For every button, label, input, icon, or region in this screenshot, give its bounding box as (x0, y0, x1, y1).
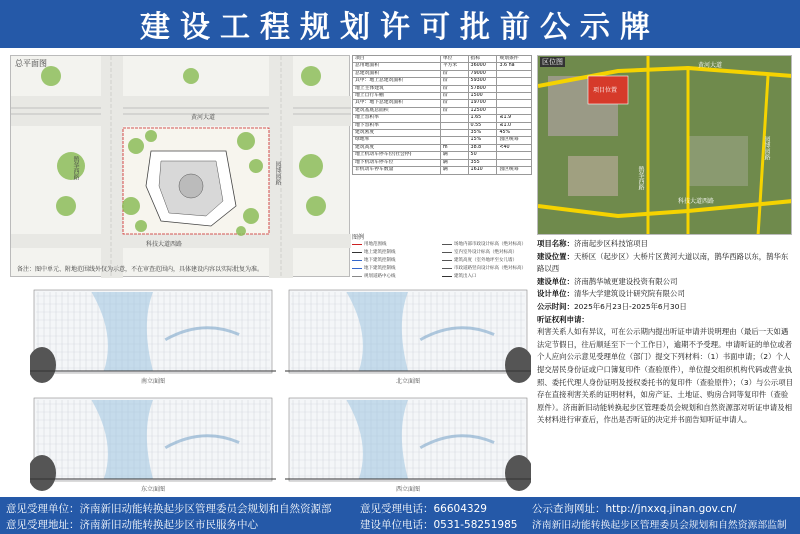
table-cell (497, 152, 532, 159)
legend-item (352, 273, 396, 279)
table-cell: 平方米 (440, 63, 468, 70)
table-cell: 辆 (440, 152, 468, 159)
location-map-site-label: 项目位置 (593, 87, 618, 94)
table-cell: 地下机动车停车位 (353, 159, 441, 166)
footer-website[interactable]: http://jnxxq.jinan.gov.cn/ (605, 503, 737, 515)
table-cell: 15% (468, 137, 497, 144)
elevation-plan (30, 390, 276, 495)
table-row (353, 159, 532, 166)
table-cell: <40 (497, 144, 532, 151)
project-location-label: 建设位置： (537, 251, 574, 261)
project-builder-line (537, 276, 793, 289)
table-header-row (353, 56, 532, 63)
table-cell: 其中：地下总建筑面积 (353, 100, 441, 107)
table-cell: 45% (497, 130, 532, 137)
table-cell: 79000 (468, 70, 497, 77)
elevation-drawing (285, 282, 531, 387)
legend-item (442, 265, 526, 271)
table-row (353, 85, 532, 92)
legend-swatch (442, 268, 452, 269)
project-location: 天桥区（起步区）大桥片区黄河大道以南，鹊华西路以东，鹊华东路以西 (537, 251, 789, 274)
table-header-cell: 项目 (353, 56, 441, 63)
legend-item (352, 265, 396, 271)
table-cell: ㎡ (440, 100, 468, 107)
project-info (537, 238, 793, 427)
legend-swatch (352, 276, 362, 277)
table-row (353, 100, 532, 107)
elevation-drawing (285, 390, 531, 495)
table-cell: ㎡ (440, 107, 468, 114)
table-cell: 地下容积率 (353, 122, 441, 129)
indicators-table (352, 55, 532, 175)
table-cell (497, 78, 532, 85)
site-road-west: 鹊华西路 (72, 156, 79, 180)
footer-build-phone-label: 建设单位电话： (360, 519, 434, 531)
table-cell: 非机动车停车数量 (353, 167, 441, 174)
project-designer: 清华大学建筑设计研究院有限公司 (573, 289, 685, 299)
table-cell (497, 85, 532, 92)
table-row (353, 144, 532, 151)
table-cell: m (440, 144, 468, 151)
table-cell: 总用地面积 (353, 63, 441, 70)
footer-address-line (6, 517, 258, 532)
footer-supervisor: 济南新旧动能转换起步区管理委员会规划和自然资源部监制 (532, 520, 787, 531)
project-name: 济南起步区科技馆项目 (573, 239, 648, 248)
location-map-label: 区位图 (542, 58, 563, 66)
table-cell: 辆 (440, 167, 468, 174)
footer-website-label: 公示查询网址： (532, 503, 606, 515)
table-cell: 1.65 (468, 115, 497, 122)
footer-unit-label: 意见受理单位： (6, 503, 80, 515)
table-cell: 355 (468, 159, 497, 166)
table-cell: 辆 (440, 159, 468, 166)
table-row (353, 70, 532, 77)
legend-swatch (352, 260, 362, 261)
elevation-plan (285, 282, 531, 387)
table-row (353, 107, 532, 114)
project-name-line (537, 238, 793, 251)
table-cell: 绿地率 (353, 137, 441, 144)
table-cell: ㎡ (440, 78, 468, 85)
elevation-caption: 北立面图 (395, 378, 420, 385)
table-cell (497, 107, 532, 114)
project-name-label: 项目名称： (537, 239, 574, 248)
location-map-drawing (538, 56, 792, 235)
project-builder: 济南鹊华城更建设投资有限公司 (573, 276, 678, 286)
elevation-caption: 东立面图 (140, 486, 165, 493)
site-road-east: 园博园路 (274, 161, 281, 185)
table-header-cell: 规划条件 (497, 56, 532, 63)
table-row (353, 93, 532, 100)
elevation-caption: 西立面图 (395, 486, 420, 493)
footer-address-label: 意见受理地址： (6, 519, 80, 531)
legend-label: 建筑出入口 (454, 274, 477, 279)
footer-phone-label: 意见受理电话： (360, 503, 434, 515)
table-cell: 12500 (468, 107, 497, 114)
table-cell: 地上容积率 (353, 115, 441, 122)
footer-phone-line (360, 501, 487, 516)
table-row (353, 115, 532, 122)
project-location-line (537, 251, 793, 276)
table-row (353, 167, 532, 174)
elevation-plan (30, 282, 276, 387)
table-cell: 地上主体建筑 (353, 85, 441, 92)
table-header-cell: 指标 (468, 56, 497, 63)
legend-swatch (442, 252, 452, 253)
table-cell: 59300 (468, 78, 497, 85)
indicators-table-panel (352, 55, 532, 227)
legend-item (442, 257, 517, 263)
table-cell: 3.6 ha (497, 63, 532, 70)
legend-label: 建筑高度（室外地坪至女儿墙） (454, 258, 517, 263)
legend-label: 用地范围线 (364, 242, 387, 247)
footer-website-line (532, 501, 736, 516)
legend-label: 规划道路中心线 (364, 274, 396, 279)
site-plan-note: 备注：图中单元、附地范围线外仅为示意，不在审查范围内，具体建设内容以实际批复为准。 (17, 266, 264, 273)
legend-swatch (352, 268, 362, 269)
project-designer-label: 设计单位： (537, 289, 574, 299)
table-cell (440, 122, 468, 129)
site-road-north: 黄河大道 (191, 114, 216, 121)
table-cell: 0.55 (468, 122, 497, 129)
footer-address: 济南新旧动能转换起步区市民服务中心 (79, 519, 258, 531)
table-cell: 园区统筹 (497, 137, 532, 144)
location-map-road-label: 黄河大道 (698, 62, 723, 69)
table-cell: 36000 (468, 63, 497, 70)
legend-swatch (442, 244, 452, 245)
footer-unit: 济南新旧动能转换起步区管理委员会规划和自然资源部 (79, 503, 332, 515)
project-designer-line (537, 288, 793, 301)
table-cell: ≤1.0 (497, 122, 532, 129)
table-cell (440, 130, 468, 137)
table-cell: 57800 (468, 85, 497, 92)
board-footer (0, 497, 800, 534)
site-road-south: 科技大道西路 (146, 241, 183, 248)
project-builder-label: 建设单位： (537, 276, 574, 286)
location-map-road-label: 鹊华西路 (637, 166, 644, 190)
table-cell: 1500 (468, 93, 497, 100)
table-cell: 50 (468, 152, 497, 159)
board-title: 建设工程规划许可批前公示牌 (140, 10, 660, 45)
legend-swatch (442, 276, 452, 277)
elevation-caption: 南立面图 (140, 378, 165, 385)
location-map (537, 55, 792, 235)
elevation-plan (285, 390, 531, 495)
table-row (353, 63, 532, 70)
table-cell: 建筑基底总面积 (353, 107, 441, 114)
footer-build-phone: 0531-58251985 (433, 519, 518, 531)
table-cell (440, 115, 468, 122)
legend-item (442, 273, 477, 279)
table-cell: ㎡ (440, 70, 468, 77)
legend-swatch (352, 244, 362, 245)
table-cell: 1610 (468, 167, 497, 174)
elevation-drawing (30, 282, 276, 387)
legend-label: 场地内部市政设计标高（绝对标高） (454, 242, 526, 247)
table-cell: 19700 (468, 100, 497, 107)
table-cell: 35% (468, 130, 497, 137)
hearing-text: 利害关系人如有异议，可在公示期内提出听证申请并说明理由（最后一天如遇法定节假日，往后顺延至下一个工作日），逾期不予受理。申请听证的单位或者个人应向公示意见受理单位（部门）提交下列材料：（1）书面申请；（2）个人提交居民身份证或户口簿复印件（查验原件），单位提交组织机构代码或营业执照、委托代理人身份证明及授权委托书的复印件（查验原件）；（3）与公示项目存在直接利害关系的证明材料，如房产证、土地证、购房合同等复印件（查验原件）。济南新旧动能转换起步区管理委员会规划和自然资源部对听证申请及相关材料进行审查后，作出是否听证的决定并书面告知听证申请人。 (537, 327, 793, 425)
table-cell: ㎡ (440, 85, 468, 92)
table-header-cell: 单位 (440, 56, 468, 63)
legend-item (442, 241, 526, 247)
project-period: 2025年6月23日-2025年6月30日 (573, 301, 687, 311)
table-row (353, 152, 532, 159)
table-row (353, 78, 532, 85)
table-cell: 建筑密度 (353, 130, 441, 137)
hearing-title: 听证权利申请： (537, 314, 589, 324)
legend-swatch (442, 260, 452, 261)
table-cell: 38.8 (468, 144, 497, 151)
project-period-line (537, 301, 793, 314)
table-cell: 地上自行车棚 (353, 93, 441, 100)
table-row (353, 130, 532, 137)
legend-item (442, 249, 517, 255)
table-cell: 园区统筹 (497, 167, 532, 174)
legend-label: 地下建筑控制线 (364, 258, 396, 263)
table-cell (497, 159, 532, 166)
legend-title: 图例 (352, 234, 365, 241)
table-cell (440, 137, 468, 144)
board-header (0, 0, 800, 48)
legend-swatch (352, 252, 362, 253)
location-map-road-label: 园博园路 (763, 136, 770, 160)
legend (352, 232, 532, 280)
footer-build-phone-line (360, 517, 517, 532)
table-cell: ≤1.9 (497, 115, 532, 122)
table-cell (497, 100, 532, 107)
legend-label: 地上建筑控制线 (364, 250, 396, 255)
table-cell: 地上机动车停车位(社会停) (353, 152, 441, 159)
footer-unit-line (6, 501, 332, 516)
table-cell: 建筑高度 (353, 144, 441, 151)
footer-phone: 66604329 (433, 503, 487, 515)
location-map-road-label: 科技大道西路 (678, 198, 715, 205)
legend-item (352, 257, 396, 263)
table-cell (497, 93, 532, 100)
table-row (353, 122, 532, 129)
elevation-drawing (30, 390, 276, 495)
site-plan-title: 总平面图 (15, 59, 47, 68)
site-plan (10, 55, 350, 277)
table-row (353, 137, 532, 144)
legend-label: 室内室外设计标高（绝对标高） (454, 250, 517, 255)
table-cell (497, 70, 532, 77)
table-cell: ㎡ (440, 93, 468, 100)
legend-item (352, 249, 396, 255)
table-cell: 其中：地上总建筑面积 (353, 78, 441, 85)
legend-label: 地下建筑控制线 (364, 266, 396, 271)
table-cell: 总建筑面积 (353, 70, 441, 77)
project-period-label: 公示时间： (537, 301, 574, 311)
legend-label: 市政道路竖向设计标高（绝对标高） (454, 266, 526, 271)
legend-item (352, 241, 387, 247)
